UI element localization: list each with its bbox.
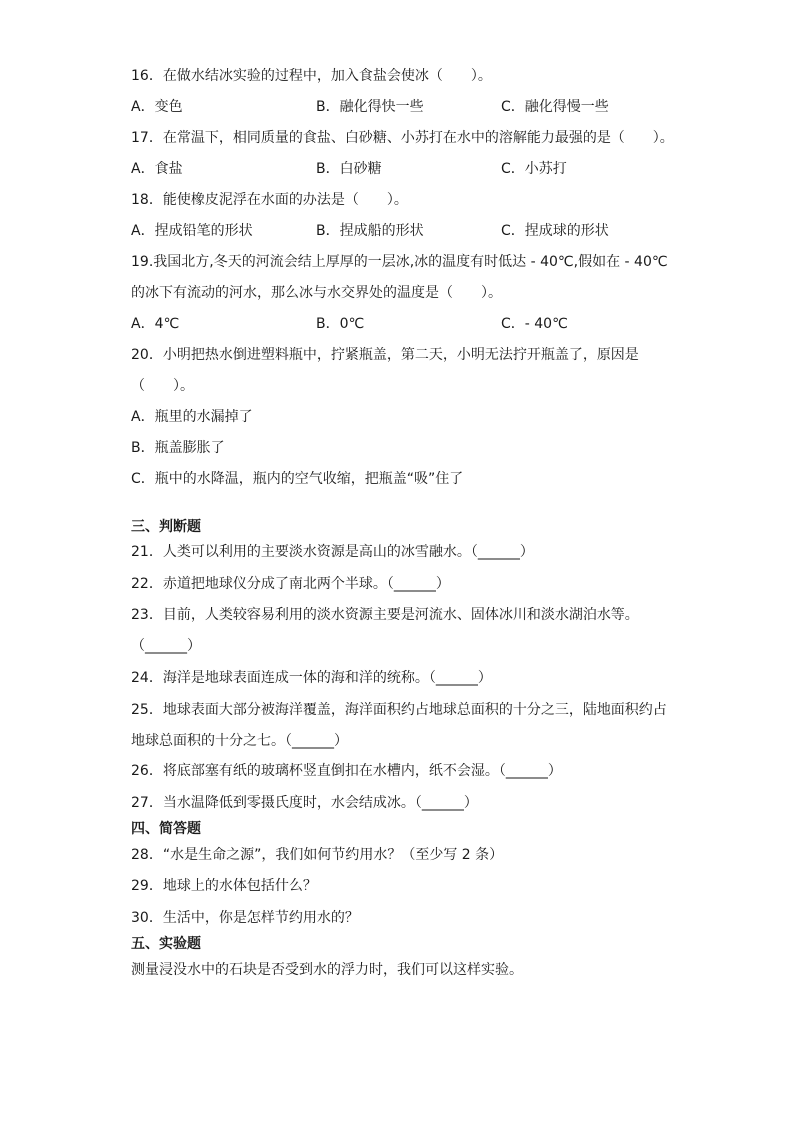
question-16-option-b: B．融化得快一些 xyxy=(316,99,424,115)
question-23-line1: 23．目前，人类较容易利用的淡水资源主要是河流水、固体冰川和淡水湖泊水等。 xyxy=(131,607,639,623)
question-17-option-a: A．食盐 xyxy=(131,161,183,177)
question-19-option-a: A．4℃ xyxy=(131,316,180,332)
question-19-stem-line1: 19.我国北方,冬天的河流会结上厚厚的一层冰,冰的温度有时低达 - 40℃,假如在 - 40℃ xyxy=(131,254,668,270)
question-28: 28．“水是生命之源”，我们如何节约用水？（至少写 2 条） xyxy=(131,847,504,863)
section-4-title: 四、简答题 xyxy=(131,821,201,837)
question-20-stem-line1: 20．小明把热水倒进塑料瓶中，拧紧瓶盖，第二天，小明无法拧开瓶盖了，原因是 xyxy=(131,347,639,363)
question-17-option-b: B．白砂糖 xyxy=(316,161,382,177)
question-27: 27．当水温降低到零摄氏度时，水会结成冰。（______） xyxy=(131,795,478,811)
question-21: 21．人类可以利用的主要淡水资源是高山的冰雪融水。（______） xyxy=(131,544,534,560)
question-20-option-a: A．瓶里的水漏掉了 xyxy=(131,409,253,425)
question-29: 29．地球上的水体包括什么？ xyxy=(131,878,317,894)
question-18-option-a: A．捏成铅笔的形状 xyxy=(131,223,253,239)
question-18-option-b: B．捏成船的形状 xyxy=(316,223,424,239)
question-22: 22．赤道把地球仪分成了南北两个半球。（______） xyxy=(131,576,450,592)
question-20-option-c: C．瓶中的水降温，瓶内的空气收缩，把瓶盖“吸”住了 xyxy=(131,471,464,487)
question-19-option-b: B．0℃ xyxy=(316,316,365,332)
section-5-intro: 测量浸没水中的石块是否受到水的浮力时，我们可以这样实验。 xyxy=(131,962,523,978)
section-3-title: 三、判断题 xyxy=(131,519,201,535)
question-25-line2: 地球总面积的十分之七。（______） xyxy=(131,733,348,749)
question-18-stem: 18．能使橡皮泥浮在水面的办法是（ ）。 xyxy=(131,192,408,208)
question-16-option-a: A．变色 xyxy=(131,99,183,115)
question-20-option-b: B．瓶盖膨胀了 xyxy=(131,440,225,456)
question-19-option-c: C．- 40℃ xyxy=(501,316,568,332)
question-16-option-c: C．融化得慢一些 xyxy=(501,99,609,115)
question-16-stem: 16．在做水结冰实验的过程中，加入食盐会使冰（ ）。 xyxy=(131,68,492,84)
question-20-stem-line2: （ ）。 xyxy=(131,378,194,394)
question-26: 26．将底部塞有纸的玻璃杯竖直倒扣在水槽内，纸不会湿。（______） xyxy=(131,763,562,779)
question-18-option-c: C．捏成球的形状 xyxy=(501,223,609,239)
question-19-stem-line2: 的冰下有流动的河水，那么冰与水交界处的温度是（ ）。 xyxy=(131,285,502,301)
question-23-line2: （______） xyxy=(131,638,201,654)
question-17-option-c: C．小苏打 xyxy=(501,161,567,177)
section-5-title: 五、实验题 xyxy=(131,936,201,952)
question-25-line1: 25．地球表面大部分被海洋覆盖，海洋面积约占地球总面积的十分之三，陆地面积约占 xyxy=(131,702,667,718)
question-24: 24．海洋是地球表面连成一体的海和洋的统称。（______） xyxy=(131,670,492,686)
question-30: 30．生活中，你是怎样节约用水的？ xyxy=(131,910,359,926)
question-17-stem: 17．在常温下，相同质量的食盐、白砂糖、小苏打在水中的溶解能力最强的是（ ）。 xyxy=(131,130,674,146)
